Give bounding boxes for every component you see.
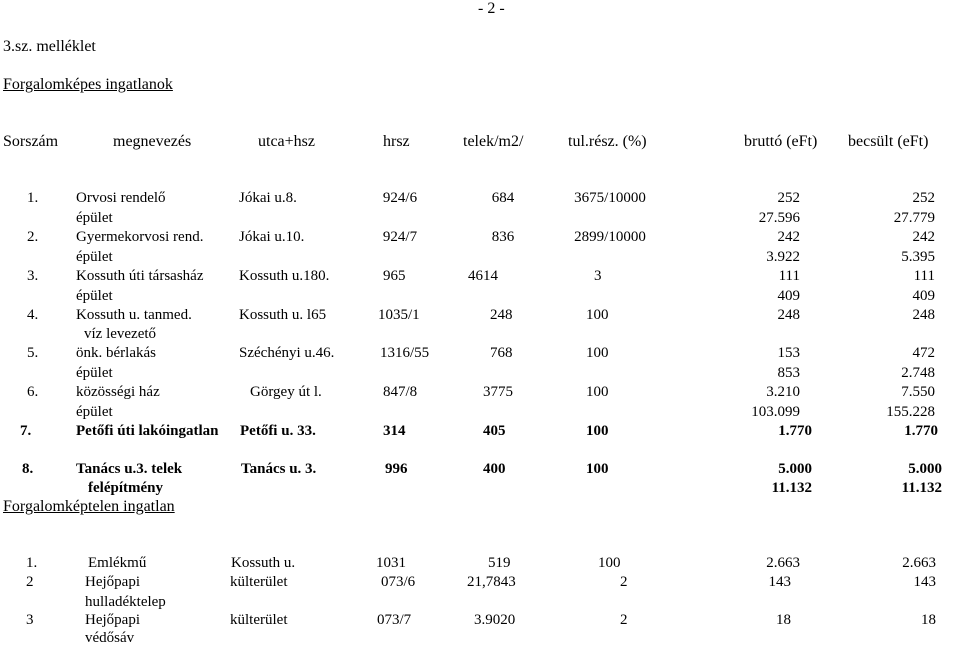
header-megnevezes: megnevezés — [113, 133, 192, 150]
header-tul-resz: tul.rész. (%) — [568, 133, 647, 150]
telek: 4614 — [468, 268, 498, 284]
row-number: 3. — [27, 268, 39, 284]
property-name-cont: víz levezető — [84, 326, 157, 342]
becsult-cont: 409 — [912, 288, 935, 304]
becsult: 248 — [912, 307, 935, 323]
becsult-cont: 5.395 — [901, 249, 935, 265]
brutto-cont: 27.596 — [758, 210, 800, 226]
address: Jókai u.10. — [239, 229, 305, 245]
property-name: Hejőpapi — [85, 574, 140, 590]
property-name-cont: védősáv — [85, 630, 135, 646]
brutto-cont: 3.922 — [766, 249, 800, 265]
brutto-cont: 409 — [777, 288, 800, 304]
telek: 519 — [488, 555, 511, 571]
row-number: 8. — [22, 461, 34, 477]
becsult: 7.550 — [901, 384, 935, 400]
becsult: 18 — [921, 612, 936, 628]
row-number: 5. — [27, 345, 39, 361]
telek: 405 — [483, 423, 506, 439]
telek: 21,7843 — [467, 574, 516, 590]
brutto: 2.663 — [766, 555, 800, 571]
property-name-cont: hulladéktelep — [85, 594, 166, 610]
property-name: Kossuth u. tanmed. — [76, 307, 192, 323]
property-name-cont: épület — [76, 288, 113, 304]
brutto: 18 — [776, 612, 791, 628]
address: Széchényi u.46. — [239, 345, 335, 361]
tul-resz: 3 — [594, 268, 602, 284]
property-name-cont: épület — [76, 404, 113, 420]
property-name: Tanács u.3. telek — [76, 461, 183, 477]
brutto-cont: 103.099 — [751, 404, 800, 420]
hrsz: 924/7 — [382, 229, 418, 245]
brutto: 252 — [777, 190, 800, 206]
hrsz: 073/7 — [377, 612, 412, 628]
address: külterület — [230, 612, 288, 628]
address: Görgey út l. — [250, 384, 322, 400]
hrsz: 847/8 — [383, 384, 418, 400]
property-name-cont: épület — [76, 210, 113, 226]
telek: 684 — [491, 190, 515, 206]
address: Kossuth u.180. — [239, 268, 330, 284]
hrsz: 996 — [385, 461, 408, 477]
becsult: 143 — [913, 574, 936, 590]
tul-resz: 100 — [598, 555, 621, 571]
property-name-cont: felépítmény — [88, 480, 163, 496]
tul-resz: 3675/10000 — [574, 190, 646, 206]
address: Petőfi u. 33. — [240, 423, 316, 439]
becsult: 2.663 — [902, 555, 936, 571]
row-number: 1. — [27, 190, 39, 206]
brutto: 111 — [778, 268, 800, 284]
telek: 400 — [483, 461, 506, 477]
becsult: 5.000 — [908, 461, 942, 477]
property-name: közösségi ház — [76, 384, 160, 400]
brutto: 3.210 — [766, 384, 800, 400]
brutto: 242 — [777, 229, 800, 245]
telek: 248 — [490, 307, 513, 323]
property-name: Kossuth úti társasház — [76, 268, 204, 284]
brutto-cont: 853 — [777, 365, 800, 381]
brutto: 1.770 — [778, 423, 812, 439]
section-title-non-marketable: Forgalomképtelen ingatlan — [3, 498, 175, 515]
hrsz: 924/6 — [382, 190, 418, 206]
tul-resz: 2899/10000 — [574, 229, 646, 245]
hrsz: 1035/1 — [378, 307, 420, 323]
tul-resz: 100 — [586, 307, 609, 323]
property-name-cont: épület — [76, 365, 113, 381]
brutto: 5.000 — [778, 461, 812, 477]
brutto: 153 — [777, 345, 800, 361]
hrsz: 314 — [383, 423, 406, 439]
address: Tanács u. 3. — [241, 461, 317, 477]
page-number: - 2 - — [478, 0, 505, 17]
becsult-cont: 155.228 — [886, 404, 935, 420]
tul-resz: 100 — [586, 345, 609, 361]
becsult-cont: 11.132 — [901, 480, 942, 496]
property-name: Emlékmű — [88, 555, 147, 571]
header-becsult: becsült (eFt) — [848, 133, 929, 150]
header-sorszam: Sorszám — [3, 133, 59, 150]
header-brutto: bruttó (eFt) — [744, 133, 818, 150]
property-name: Gyermekorvosi rend. — [76, 229, 204, 245]
brutto-cont: 11.132 — [771, 480, 812, 496]
brutto: 248 — [777, 307, 800, 323]
tul-resz: 2 — [620, 574, 628, 590]
hrsz: 965 — [383, 268, 406, 284]
becsult: 111 — [913, 268, 935, 284]
tul-resz: 100 — [586, 384, 609, 400]
header-utca-hsz: utca+hsz — [258, 133, 315, 150]
becsult-cont: 27.779 — [893, 210, 935, 226]
telek: 3.9020 — [474, 612, 516, 628]
becsult-cont: 2.748 — [901, 365, 935, 381]
row-number: 2 — [26, 574, 34, 590]
row-number: 3 — [26, 612, 34, 628]
address: külterület — [230, 574, 288, 590]
becsult: 1.770 — [904, 423, 938, 439]
address: Jókai u.8. — [239, 190, 297, 206]
row-number: 7. — [20, 423, 32, 439]
tul-resz: 100 — [586, 423, 609, 439]
property-name-cont: épület — [76, 249, 113, 265]
address: Kossuth u. l65 — [239, 307, 327, 323]
property-name: Orvosi rendelő — [76, 190, 166, 206]
brutto: 143 — [768, 574, 791, 590]
property-name: Hejőpapi — [85, 612, 140, 628]
section-title-marketable: Forgalomképes ingatlanok — [3, 76, 173, 93]
header-hrsz: hrsz — [383, 133, 410, 150]
header-telek: telek/m2/ — [463, 133, 524, 150]
becsult: 472 — [912, 345, 935, 361]
becsult: 252 — [912, 190, 935, 206]
row-number: 2. — [27, 229, 39, 245]
row-number: 4. — [27, 307, 39, 323]
row-number: 6. — [27, 384, 39, 400]
hrsz: 1316/55 — [380, 345, 430, 361]
telek: 836 — [491, 229, 515, 245]
row-number: 1. — [26, 555, 38, 571]
hrsz: 073/6 — [381, 574, 416, 590]
property-name: Petőfi úti lakóingatlan — [76, 423, 219, 439]
address: Kossuth u. — [231, 555, 296, 571]
property-name: önk. bérlakás — [76, 345, 156, 361]
annex-title: 3.sz. melléklet — [3, 38, 96, 55]
becsult: 242 — [912, 229, 935, 245]
telek: 3775 — [483, 384, 513, 400]
hrsz: 1031 — [376, 555, 406, 571]
tul-resz: 100 — [586, 461, 609, 477]
tul-resz: 2 — [620, 612, 628, 628]
telek: 768 — [490, 345, 513, 361]
